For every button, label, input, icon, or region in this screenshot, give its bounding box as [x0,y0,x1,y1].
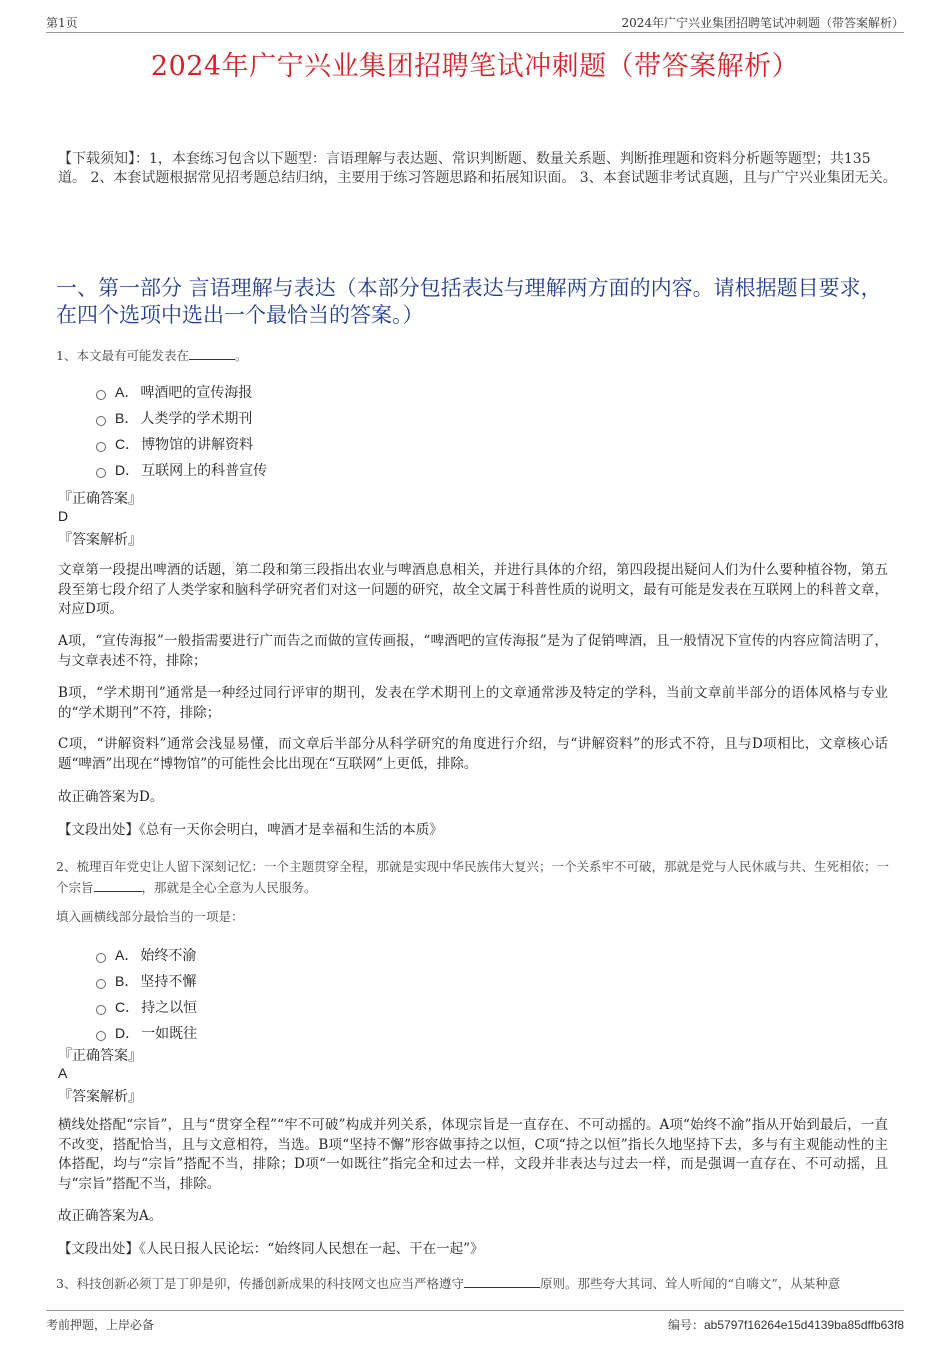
analysis-conclusion: 故正确答案为A。 [58,1208,163,1224]
option-c[interactable]: C． 博物馆的讲解资料 [96,431,696,457]
running-title: 2024年广宁兴业集团招聘笔试冲刺题（带答案解析） [621,16,904,30]
question-2-stem: 2、梳理百年党史让人留下深刻记忆：一个主题贯穿全程，那就是实现中华民族伟大复兴；一个关系牢不可破，那就是党与人民休戚与共、生死相依；一个宗旨 ，那就是全心全意为人民服务。 [56,859,889,895]
option-c[interactable]: C． 持之以恒 [96,994,696,1020]
page-footer [46,1310,904,1331]
radio-icon[interactable] [96,1005,106,1015]
answer-analysis-label: 『答案解析』 [58,1089,142,1105]
answer-analysis-label: 『答案解析』 [58,532,142,548]
radio-icon[interactable] [96,390,106,400]
correct-answer-value: A [58,1065,68,1081]
question-3-stem: 3、科技创新必须丁是丁卯是卯，传播创新成果的科技网文也应当严格遵守 原则。那些夸大其词、耸人听闻的“自嗨文”，从某种意 [56,1276,841,1291]
radio-icon[interactable] [96,468,106,478]
source-citation: 【文段出处】《人民日报人民论坛：“始终同人民想在一起、干在一起”》 [58,1241,484,1257]
question-1-options [96,379,696,483]
section-heading: 一、第一部分 言语理解与表达（本部分包括表达与理解两方面的内容。请根据题目要求，在四个选项中选出一个最恰当的答案。） [56,276,882,327]
page-header [46,12,904,33]
option-a[interactable]: A． 啤酒吧的宣传海报 [96,379,696,405]
option-b[interactable]: B． 人类学的学术期刊 [96,405,696,431]
radio-icon[interactable] [96,1031,106,1041]
radio-icon[interactable] [96,953,106,963]
document-code: 编号：ab5797f16264e15d4139ba85dffb63f8 [667,1318,904,1332]
analysis-paragraph: C项，“讲解资料”通常会浅显易懂，而文章后半部分从科学研究的角度进行介绍，与“讲解资料”的形式不符，且与D项相比，文章核心话题“啤酒”出现在“博物馆”的可能性会比出现在“互联网”上更低，排除。 [58,736,888,772]
radio-icon[interactable] [96,979,106,989]
analysis-paragraph: A项，“宣传海报”一般指需要进行广而告之而做的宣传画报，“啤酒吧的宣传海报”是为了促销啤酒，且一般情况下宣传的内容应简洁明了，与文章表述不符，排除； [58,633,888,669]
option-d[interactable]: D． 互联网上的科普宣传 [96,457,696,483]
correct-answer-label: 『正确答案』 [58,491,142,507]
page-number: 第1页 [46,16,78,30]
radio-icon[interactable] [96,442,106,452]
document-title: 2024年广宁兴业集团招聘笔试冲刺题（带答案解析） [150,51,800,82]
question-1-stem: 1、本文最有可能发表在 。 [56,348,248,363]
analysis-conclusion: 故正确答案为D。 [58,789,164,805]
answer-blank [94,891,142,892]
option-d[interactable]: D． 一如既往 [96,1020,696,1046]
question-2-options [96,942,696,1046]
correct-answer-label: 『正确答案』 [58,1048,142,1064]
option-b[interactable]: B． 坚持不懈 [96,968,696,994]
option-a[interactable]: A． 始终不渝 [96,942,696,968]
download-notice: 【下载须知】：1，本套练习包含以下题型：言语理解与表达题、常识判断题、数量关系题、判断推理题和资料分析题等题型；共135道。 2、本套试题根据常见招考题总结归纳，主要用于练习答题思路和拓展知识面。 3、本套试题非考试真题，且与广宁兴业集团无关。 [58,151,897,186]
analysis-paragraph: B项，“学术期刊”通常是一种经过同行评审的期刊，发表在学术期刊上的文章通常涉及特定的学科，当前文章前半部分的语体风格与专业的“学术期刊”不符，排除； [58,685,888,721]
answer-blank [189,359,235,360]
correct-answer-value: D [58,508,69,524]
source-citation: 【文段出处】《总有一天你会明白，啤酒才是幸福和生活的本质》 [58,822,443,838]
question-2-prompt: 填入画横线部分最恰当的一项是： [56,909,244,924]
footer-slogan: 考前押题，上岸必备 [46,1318,155,1332]
radio-icon[interactable] [96,416,106,426]
analysis-paragraph: 横线处搭配“宗旨”，且与“贯穿全程”“牢不可破”构成并列关系，体现宗旨是一直存在、不可动摇的。A项“始终不渝”指从开始到最后，一直不改变，搭配恰当，且与文意相符，当选。B项“坚持不懈”形容做事持之以恒，C项“持之以恒”指长久地坚持下去，多与有主观能动性的主体搭配，均与“宗旨”搭配不当，排除；D项“一如既往”指完全和过去一样，文段并非表达与过去一样，而是强调一直存在、不可动摇，且与“宗旨”搭配不当，排除。 [58,1117,888,1192]
answer-blank [464,1287,540,1288]
analysis-paragraph: 文章第一段提出啤酒的话题，第二段和第三段指出农业与啤酒息息相关，并进行具体的介绍，第四段提出疑问人们为什么要种植谷物，第五段至第七段介绍了人类学家和脑科学研究者们对这一问题的研究，故全文属于科普性质的说明文，最有可能是发表在互联网上的科普文章，对应D项。 [58,562,888,617]
